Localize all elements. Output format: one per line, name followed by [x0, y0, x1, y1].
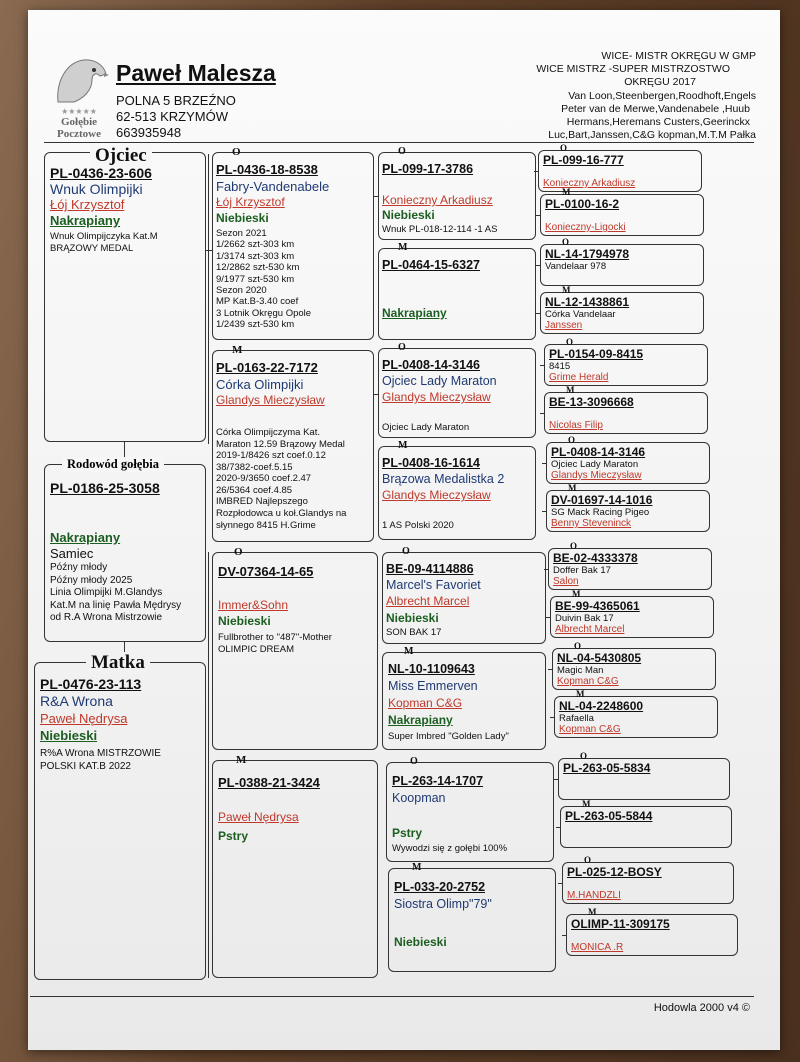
gggp-connector-6 — [540, 413, 544, 414]
ggp-name-4: Brązowa Medalistka 2 — [382, 472, 505, 486]
gggp-connector-1 — [534, 171, 538, 172]
title-2: WICE MISTRZ -SUPER MISTRZOSTWO — [536, 63, 730, 75]
ggp-color-1: Niebieski — [382, 208, 435, 222]
gggp-connector-10 — [546, 617, 550, 618]
mother-label: Matka — [86, 652, 150, 674]
father-ring: PL-0436-23-606 — [50, 165, 152, 181]
gp1-color: Niebieski — [216, 211, 269, 225]
gggp-breeder-8: Benny Steveninck — [551, 518, 632, 529]
gggp-breeder-11: Kopman C&G — [557, 676, 619, 687]
logo-stars: ★★★★★ — [61, 107, 97, 116]
gggp-connector-16 — [562, 935, 566, 936]
ggp-mark-2: M — [398, 242, 408, 253]
gggp-breeder-9: Salon — [553, 576, 579, 587]
ggp-notes-5: SON BAK 17 — [386, 627, 442, 638]
gggp-mark-10: M — [572, 589, 581, 599]
mother-ring: PL-0476-23-113 — [40, 676, 142, 692]
lines-2: Peter van de Merwe,Vandenabele ,Huub — [561, 103, 750, 115]
connector-father-v — [208, 154, 209, 444]
subject-notes: Późny młody Późny młody 2025 Linia Olimpijki M.Glandys Kat.M na linię Pawła Mędrysy od R.A Wrona Mistrzowie — [50, 562, 182, 623]
ggp-color-5: Niebieski — [386, 611, 439, 625]
ggp-name-5: Marcel's Favoriet — [386, 578, 481, 592]
gggp-breeder-5: Grime Herald — [549, 372, 609, 383]
gggp-ring-11: NL-04-5430805 — [557, 651, 642, 665]
ggp-ring-6: NL-10-1109643 — [388, 662, 475, 676]
gggp-connector-8 — [542, 511, 546, 512]
gggp-ring-6: BE-13-3096668 — [549, 395, 634, 409]
ggp-ring-4: PL-0408-16-1614 — [382, 456, 480, 470]
gggp-ring-1: PL-099-16-777 — [543, 153, 624, 167]
owner-phone: 663935948 — [116, 125, 182, 140]
ggp-mark-8: M — [412, 862, 422, 873]
gggp-connector-9 — [544, 569, 548, 570]
gp2-breeder: Glandys Mieczysław — [216, 393, 325, 407]
gggp-breeder-6: Nicolas Filip — [549, 420, 603, 431]
gggp-ring-15: PL-025-12-BOSY — [567, 865, 662, 879]
gggp-mark-6: M — [566, 385, 575, 395]
gp2-mark: M — [232, 344, 243, 356]
gggp-mark-14: M — [582, 799, 591, 809]
owner-address-1: POLNA 5 BRZEŹNO — [116, 93, 236, 108]
gggp-name-5: 8415 — [549, 361, 571, 372]
gggp-connector-7 — [542, 463, 546, 464]
ggp-name-6: Miss Emmerven — [388, 679, 478, 693]
gggp-mark-1: O — [560, 143, 568, 153]
gggp-ring-7: PL-0408-14-3146 — [551, 445, 646, 459]
gggp-ring-3: NL-14-1794978 — [545, 247, 630, 261]
gggp-name-8: SG Mack Racing Pigeo — [551, 507, 650, 518]
connector-gp1 — [374, 196, 378, 197]
gp1-breeder: Łój Krzysztof — [216, 195, 285, 209]
gggp-name-9: Doffer Bak 17 — [553, 565, 611, 576]
ggp-color-7: Pstry — [392, 826, 423, 840]
gggp-mark-2: M — [562, 187, 571, 197]
gggp-connector-13 — [554, 779, 558, 780]
footer-text: Hodowla 2000 v4 © — [653, 1002, 750, 1014]
ggp-notes-6: Super Imbred "Golden Lady" — [388, 731, 509, 742]
gggp-mark-11: O — [574, 641, 582, 651]
gp1-name: Fabry-Vandenabele — [216, 179, 330, 194]
father-breeder: Łój Krzysztof — [50, 197, 125, 212]
gp3-notes: Fullbrother to "487"-Mother OLIMPIC DREAM — [218, 632, 332, 655]
gggp-name-11: Magic Man — [557, 665, 604, 676]
mother-notes: R%A Wrona MISTRZOWIE POLSKI KAT.B 2022 — [40, 748, 161, 772]
father-notes: Wnuk Olimpijczyka Kat.M BRĄZOWY MEDAL — [50, 231, 158, 254]
gggp-connector-11 — [548, 669, 552, 670]
ggp-breeder-3: Glandys Mieczysław — [382, 390, 491, 404]
ggp-breeder-6: Kopman C&G — [388, 696, 463, 710]
gp4-box — [212, 760, 378, 978]
logo-text-1: Gołębie — [60, 116, 98, 128]
connector-gp2 — [374, 394, 378, 395]
ggp-mark-5: O — [402, 546, 410, 557]
pigeon-logo-icon — [48, 52, 110, 108]
gggp-ring-14: PL-263-05-5844 — [565, 809, 653, 823]
gggp-breeder-10: Albrecht Marcel — [555, 624, 625, 635]
gp2-notes: Córka Olimpijczyma Kat. Maraton 12.59 Brązowy Medal 2019-1/8426 szt coef.0.12 38/7382-coef.5.15 2020-9/3650 coef.2.47 26/5364 coef.4.85 IMBRED Najlepszego Rozpłodowca u koł.Glandys na słynnego 8415 H.Grime — [216, 427, 347, 531]
ggp-notes-7: Wywodzi się z gołębi 100% — [392, 843, 508, 854]
ggp-mark-3: O — [398, 342, 406, 353]
gggp-name-7: Ojciec Lady Maraton — [551, 459, 639, 470]
gggp-mark-4: M — [562, 285, 571, 295]
gp1-mark: O — [232, 146, 241, 158]
subject-ring: PL-0186-25-3058 — [50, 480, 160, 496]
gggp-connector-14 — [556, 827, 560, 828]
ggp-name-7: Koopman — [392, 791, 446, 805]
gp3-mark: O — [234, 546, 243, 558]
ggp-ring-3: PL-0408-14-3146 — [382, 358, 480, 372]
gggp-mark-3: O — [562, 237, 570, 247]
ggp-mark-6: M — [404, 646, 414, 657]
ggp-breeder-4: Glandys Mieczysław — [382, 488, 491, 502]
ggp-breeder-5: Albrecht Marcel — [386, 594, 470, 608]
mother-breeder: Paweł Nędrysa — [40, 711, 128, 726]
gggp-mark-8: M — [568, 483, 577, 493]
footer-divider — [30, 996, 754, 997]
gggp-ring-2: PL-0100-16-2 — [545, 197, 620, 211]
gp4-ring: PL-0388-21-3424 — [218, 775, 320, 790]
gggp-breeder-7: Glandys Mieczysław — [551, 470, 642, 481]
ggp-ring-1: PL-099-17-3786 — [382, 162, 474, 176]
gp3-ring: DV-07364-14-65 — [218, 564, 314, 579]
ggp-name-3: Ojciec Lady Maraton — [382, 374, 497, 388]
gggp-connector-5 — [540, 365, 544, 366]
gggp-connector-15 — [558, 883, 562, 884]
gp1-ring: PL-0436-18-8538 — [216, 162, 318, 177]
lines-3: Hermans,Heremans Custers,Geerinckx — [566, 116, 750, 128]
mother-box — [34, 662, 206, 980]
owner-address-2: 62-513 KRZYMÓW — [116, 109, 228, 124]
ggp-ring-2: PL-0464-15-6327 — [382, 258, 480, 272]
gggp-mark-15: O — [584, 855, 592, 865]
subject-color: Nakrapiany — [50, 530, 121, 545]
gggp-breeder-16: MONICA .R — [571, 942, 624, 953]
ggp-notes-4: 1 AS Polski 2020 — [382, 520, 454, 531]
gggp-ring-13: PL-263-05-5834 — [563, 761, 651, 775]
connector-mother-v — [208, 552, 209, 978]
gggp-ring-10: BE-99-4365061 — [555, 599, 640, 613]
ggp-color-2: Nakrapiany — [382, 306, 447, 320]
logo — [48, 52, 110, 138]
ggp-breeder-1: Konieczny Arkadiusz — [382, 193, 493, 207]
gp4-color: Pstry — [218, 829, 249, 843]
father-color: Nakrapiany — [50, 213, 121, 228]
ggp-ring-5: BE-09-4114886 — [386, 562, 474, 576]
ggp-name-8: Siostra Olimp"79" — [394, 897, 492, 911]
gggp-mark-5: O — [566, 337, 574, 347]
ggp-mark-4: M — [398, 440, 408, 451]
ggp-notes-3: Ojciec Lady Maraton — [382, 422, 470, 433]
owner-name: Paweł Malesza — [116, 60, 276, 86]
gggp-ring-5: PL-0154-09-8415 — [549, 347, 644, 361]
gggp-breeder-15: M.HANDZLI — [567, 890, 621, 901]
ggp-mark-7: O — [410, 756, 418, 767]
gggp-breeder-12: Kopman C&G — [559, 724, 621, 735]
header-divider — [44, 142, 754, 143]
gggp-ring-16: OLIMP-11-309175 — [571, 917, 670, 931]
gggp-mark-13: O — [580, 751, 588, 761]
gggp-mark-16: M — [588, 907, 597, 917]
ggp-ring-8: PL-033-20-2752 — [394, 880, 486, 894]
gggp-connector-4 — [536, 313, 540, 314]
gggp-ring-4: NL-12-1438861 — [545, 295, 630, 309]
gggp-mark-7: O — [568, 435, 576, 445]
lines-1: Van Loon,Steenbergen,Roodhoft,Engels — [568, 90, 756, 102]
mother-name: R&A Wrona — [40, 693, 113, 709]
gp2-name: Córka Olimpijki — [216, 377, 304, 392]
gggp-connector-2 — [536, 215, 540, 216]
gggp-ring-9: BE-02-4333378 — [553, 551, 638, 565]
gggp-name-10: Duivin Bak 17 — [555, 613, 614, 624]
gggp-breeder-2: Konieczny-Ligocki — [545, 222, 626, 233]
gp2-ring: PL-0163-22-7172 — [216, 360, 318, 375]
gggp-ring-12: NL-04-2248600 — [559, 699, 644, 713]
ggp-ring-7: PL-263-14-1707 — [392, 774, 484, 788]
subject-label: Rodowód gołębia — [62, 457, 164, 472]
gp3-breeder: Immer&Sohn — [218, 598, 289, 612]
lines-4: Luc,Bart,Janssen,C&G kopman,M.T.M Pałka — [548, 129, 756, 141]
logo-text-2: Pocztowe — [57, 128, 101, 140]
title-3: OKRĘGU 2017 — [624, 76, 696, 88]
gggp-breeder-4: Janssen — [545, 320, 583, 331]
ggp-color-8: Niebieski — [394, 935, 447, 949]
gggp-name-4: Córka Vandelaar — [545, 309, 616, 320]
gp1-notes: Sezon 2021 1/2662 szt-303 km 1/3174 szt-303 km 12/2862 szt-530 km 9/1977 szt-530 km Sezon 2020 MP Kat.B-3.40 coef 3 Lotnik Okręgu Opole 1/2439 szt-530 km — [216, 228, 312, 331]
ggp-color-6: Nakrapiany — [388, 713, 453, 727]
gp4-mark: M — [236, 754, 247, 766]
gggp-ring-8: DV-01697-14-1016 — [551, 493, 653, 507]
father-label: Ojciec — [90, 145, 152, 167]
ggp-mark-1: O — [398, 146, 406, 157]
gggp-connector-3 — [536, 265, 540, 266]
gp3-color: Niebieski — [218, 614, 271, 628]
ggp-notes-1: Wnuk PL-018-12-114 -1 AS — [382, 224, 498, 235]
gggp-connector-12 — [550, 717, 554, 718]
father-name: Wnuk Olimpijki — [50, 181, 143, 197]
mother-color: Niebieski — [40, 728, 98, 743]
gggp-name-3: Vandelaar 978 — [545, 261, 607, 272]
title-1: WICE- MISTR OKRĘGU W GMP — [601, 50, 756, 62]
subject-sex: Samiec — [50, 546, 94, 561]
gggp-mark-9: O — [570, 541, 578, 551]
gggp-breeder-1: Konieczny Arkadiusz — [543, 178, 636, 189]
gggp-mark-12: M — [576, 689, 585, 699]
gggp-name-12: Rafaella — [559, 713, 594, 724]
gp4-breeder: Paweł Nędrysa — [218, 810, 299, 824]
